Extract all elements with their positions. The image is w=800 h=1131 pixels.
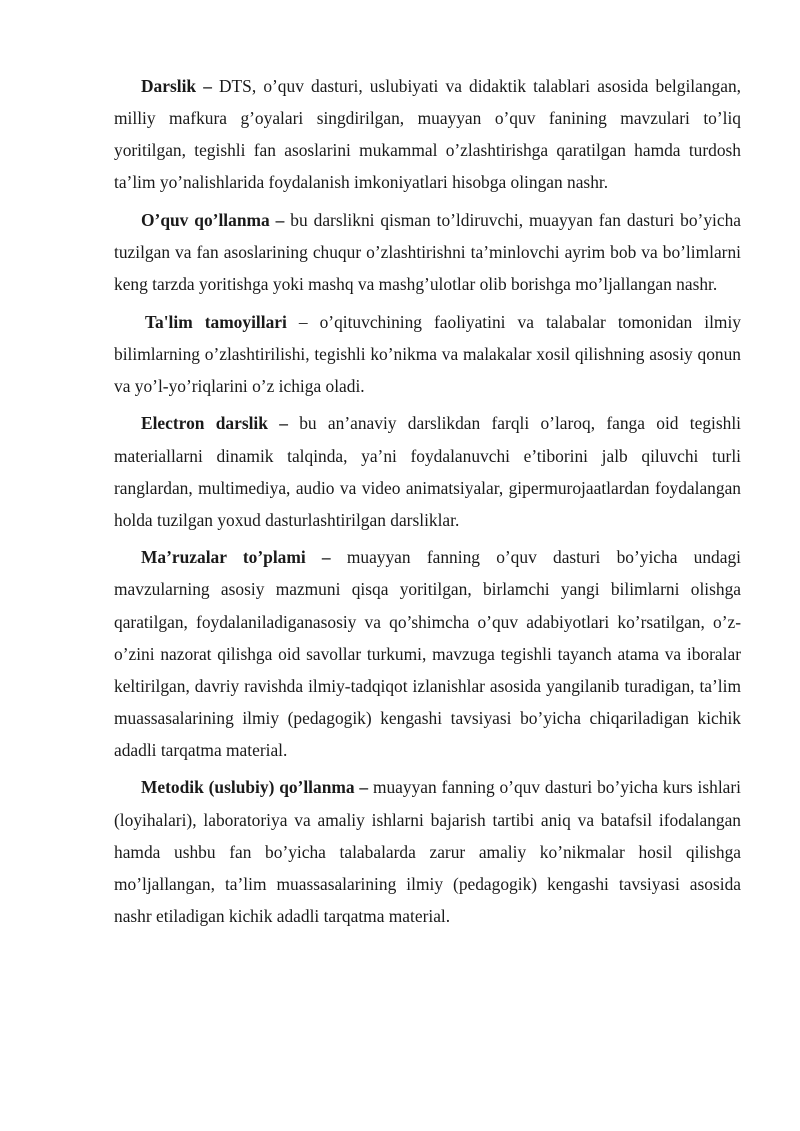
definition-oquv-qollanma: bu darslikni qisman to’ldiruvchi, muayyan fan dasturi bo’yicha tuzilgan va fan asoslarining chuqur o’zlashtirishni ta’minlovchi ayrim bob va bo’limlarni keng tarzda yoritishga yoki mashq va mashg’ulotlar olib borishga mo’ljallangan nashr. — [114, 209, 741, 295]
term-oquv-qollanma: O’quv qo’llanma – — [141, 209, 285, 230]
term-darslik: Darslik – — [141, 76, 212, 96]
definition-electron-darslik: bu an’anaviy darslikdan farqli o’laroq, fanga oid tegishli materiallarni dinamik talqinda, ya’ni foydalanuvchi e’tiborini jalb qiluvchi turli ranglardan, multimediya, audio va video animatsiyalar, gipermurojaatlardan foydalangan holda tuzilgan yoxud dasturlashtirilgan darsliklar. — [114, 413, 741, 530]
paragraph-oquv-qollanma — [114, 204, 741, 300]
term-electron-darslik: Electron darslik – — [141, 413, 288, 434]
definition-maruzalar-toplami: muayyan fanning o’quv dasturi bo’yicha undagi mavzularning asosiy mazmuni qisqa yoritilgan, birlamchi yangi bilimlarni olishga qaratilgan, foydalaniladiganasosiy va qo’shimcha o’quv adabiyotlari ko’rsatilgan, o’z-o’zini nazorat qilishga oid savollar turkumi, mavzuga tegishli tayanch atama va iboralar keltirilgan, davriy ravishda ilmiy-tadqiqot izlanishlar asosida yangilanib turadigan, ta’lim muassasalarining ilmiy (pedagogik) kengashi tavsiyasi bo’yicha chiqariladigan kichik adadli tarqatma material. — [114, 547, 741, 760]
paragraph-darslik — [114, 70, 741, 198]
term-talim-tamoyillari: Ta'lim tamoyillari — [145, 311, 287, 332]
paragraph-electron-darslik — [114, 407, 741, 535]
document-page — [114, 70, 741, 937]
definition-talim-tamoyillari: – o’qituvchining faoliyatini va talabalar tomonidan ilmiy bilimlarning o’zlashtirilishi, tegishli ko’nikma va malakalar xosil qilishning asosiy qonun va yo’l-yo’riqlarini o’z ichiga oladi. — [114, 311, 741, 396]
paragraph-maruzalar-toplami — [114, 541, 741, 766]
definition-darslik: DTS, o’quv dasturi, uslubiyati va didaktik talablari asosida belgilangan, milliy mafkura g’oyalari singdirilgan, muayyan o’quv fanining mavzulari to’liq yoritilgan, tegishli fan asoslarini mukammal o’zlashtirishga qaratilgan hamda turdosh ta’lim yo’nalishlarida foydalanish imkoniyatlari hisobga olingan nashr. — [114, 76, 741, 193]
paragraph-talim-tamoyillari — [114, 306, 741, 402]
paragraph-metodik-qollanma — [114, 771, 741, 931]
definition-metodik-qollanma: muayyan fanning o’quv dasturi bo’yicha kurs ishlari (loyihalari), laboratoriya va amaliy ishlarni bajarish tartibi aniq va batafsil ifodalangan hamda ushbu fan bo’yicha talabalarda zarur amaliy ko’nikmalar hosil qilishga mo’ljallangan, ta’lim muassasalarining ilmiy (pedagogik) kengashi tavsiyasi asosida nashr etiladigan kichik adadli tarqatma material. — [114, 777, 741, 926]
term-maruzalar-toplami: Ma’ruzalar to’plami – — [141, 547, 331, 568]
term-metodik-qollanma: Metodik (uslubiy) qo’llanma – — [141, 777, 369, 798]
